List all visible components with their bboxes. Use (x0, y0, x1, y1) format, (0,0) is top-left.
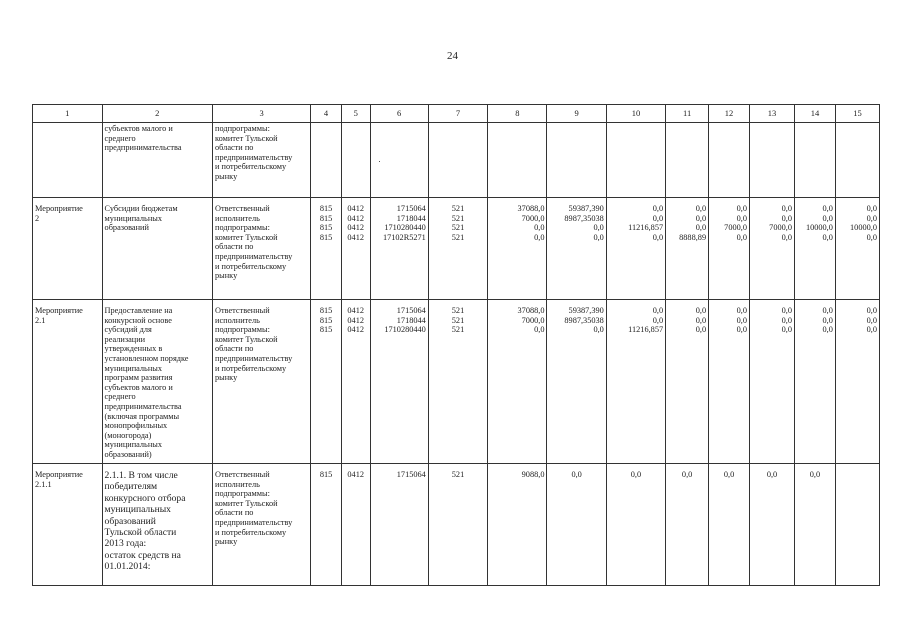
amount-cell: 0,0 (750, 464, 795, 586)
amount-cell: 0,0 0,0 0,0 (750, 300, 795, 464)
amount-cell: 0,0 0,0 0,0 8888,89 (666, 198, 709, 300)
column-header: 14 (795, 105, 836, 123)
amount-cell: 0,0 0,0 11216,857 (606, 300, 665, 464)
amount-cell (666, 123, 709, 198)
description-cell: субъектов малого и среднего предпринимательства (102, 123, 212, 198)
description-cell: Предоставление на конкурсной основе субсидий для реализации утвержденных в установленном порядке муниципальных программ развития субъектов малого и среднего предпринимательства (включая программы монопрофильных (моногорода) муниципальных образований) (102, 300, 212, 464)
column-header: 2 (102, 105, 212, 123)
table-row (33, 123, 880, 198)
column-header: 15 (835, 105, 879, 123)
amount-cell: 0,0 (547, 464, 606, 586)
code-cell: 815 815 815 (311, 300, 342, 464)
column-header: 11 (666, 105, 709, 123)
amount-cell (547, 123, 606, 198)
amount-cell: 0,0 0,0 0,0 (835, 300, 879, 464)
amount-cell: 59387,390 8987,35038 0,0 (547, 300, 606, 464)
code-cell: 521 521 521 521 (428, 198, 487, 300)
amount-cell (606, 123, 665, 198)
column-header: 9 (547, 105, 606, 123)
amount-cell: 0,0 0,0 10000,0 0,0 (835, 198, 879, 300)
amount-cell: 0,0 0,0 10000,0 0,0 (795, 198, 836, 300)
code-cell: 521 (428, 464, 487, 586)
amount-cell: 0,0 0,0 11216,857 0,0 (606, 198, 665, 300)
code-cell: 815 (311, 464, 342, 586)
column-header: 13 (750, 105, 795, 123)
column-header: 4 (311, 105, 342, 123)
code-cell: 1715064 1718044 1710280440 17102R5271 (370, 198, 428, 300)
code-cell: 815 815 815 815 (311, 198, 342, 300)
description-cell: Субсидии бюджетам муниципальных образований (102, 198, 212, 300)
event-cell (33, 123, 103, 198)
amount-cell: 0,0 (795, 464, 836, 586)
event-cell: Мероприятие 2.1.1 (33, 464, 103, 586)
amount-cell: 0,0 (666, 464, 709, 586)
column-header: 8 (488, 105, 547, 123)
event-cell: Мероприятие 2 (33, 198, 103, 300)
amount-cell: 0,0 (606, 464, 665, 586)
event-cell: Мероприятие 2.1 (33, 300, 103, 464)
column-header: 3 (213, 105, 311, 123)
column-header: 7 (428, 105, 487, 123)
table-header-row (33, 105, 880, 123)
amount-cell (750, 123, 795, 198)
code-cell: 521 521 521 (428, 300, 487, 464)
amount-cell: 0,0 0,0 7000,0 0,0 (750, 198, 795, 300)
code-cell: 0412 (341, 464, 370, 586)
executor-cell: Ответственный исполнитель подпрограммы: комитет Тульской области по предпринимательству и потребительскому рынку (213, 464, 311, 586)
amount-cell: 59387,390 8987,35038 0,0 0,0 (547, 198, 606, 300)
column-header: 6 (370, 105, 428, 123)
amount-cell (709, 123, 750, 198)
code-cell: 0412 0412 0412 (341, 300, 370, 464)
column-header: 10 (606, 105, 665, 123)
code-cell: 0412 0412 0412 0412 (341, 198, 370, 300)
amount-cell: 37088,0 7000,0 0,0 0,0 (488, 198, 547, 300)
amount-cell: 0,0 0,0 7000,0 0,0 (709, 198, 750, 300)
amount-cell: 0,0 0,0 0,0 (709, 300, 750, 464)
executor-cell: Ответственный исполнитель подпрограммы: комитет Тульской области по предпринимательству и потребительскому рынку (213, 198, 311, 300)
amount-cell (835, 464, 879, 586)
amount-cell: 0,0 0,0 0,0 (795, 300, 836, 464)
amount-cell (488, 123, 547, 198)
amount-cell (795, 123, 836, 198)
code-cell (311, 123, 342, 198)
amount-cell: 37088,0 7000,0 0,0 (488, 300, 547, 464)
code-cell: 1715064 1718044 1710280440 (370, 300, 428, 464)
amount-cell: 0,0 0,0 0,0 (666, 300, 709, 464)
table-row (33, 198, 880, 300)
table-row (33, 300, 880, 464)
description-cell: 2.1.1. В том числе победителям конкурсного отбора муниципальных образований Тульской области 2013 года: остаток средств на 01.01.2014: (102, 464, 212, 586)
code-cell: 1715064 (370, 464, 428, 586)
amount-cell: 0,0 (709, 464, 750, 586)
code-cell (341, 123, 370, 198)
column-header: 12 (709, 105, 750, 123)
amount-cell (835, 123, 879, 198)
code-cell: . (370, 123, 428, 198)
table-row (33, 464, 880, 586)
page-number: 24 (447, 50, 458, 62)
amount-cell: 9088,0 (488, 464, 547, 586)
budget-table (32, 104, 880, 586)
code-cell (428, 123, 487, 198)
column-header: 1 (33, 105, 103, 123)
column-header: 5 (341, 105, 370, 123)
executor-cell: Ответственный исполнитель подпрограммы: комитет Тульской области по предпринимательству и потребительскому рынку (213, 300, 311, 464)
executor-cell: подпрограммы: комитет Тульской области по предпринимательству и потребительскому рынку (213, 123, 311, 198)
